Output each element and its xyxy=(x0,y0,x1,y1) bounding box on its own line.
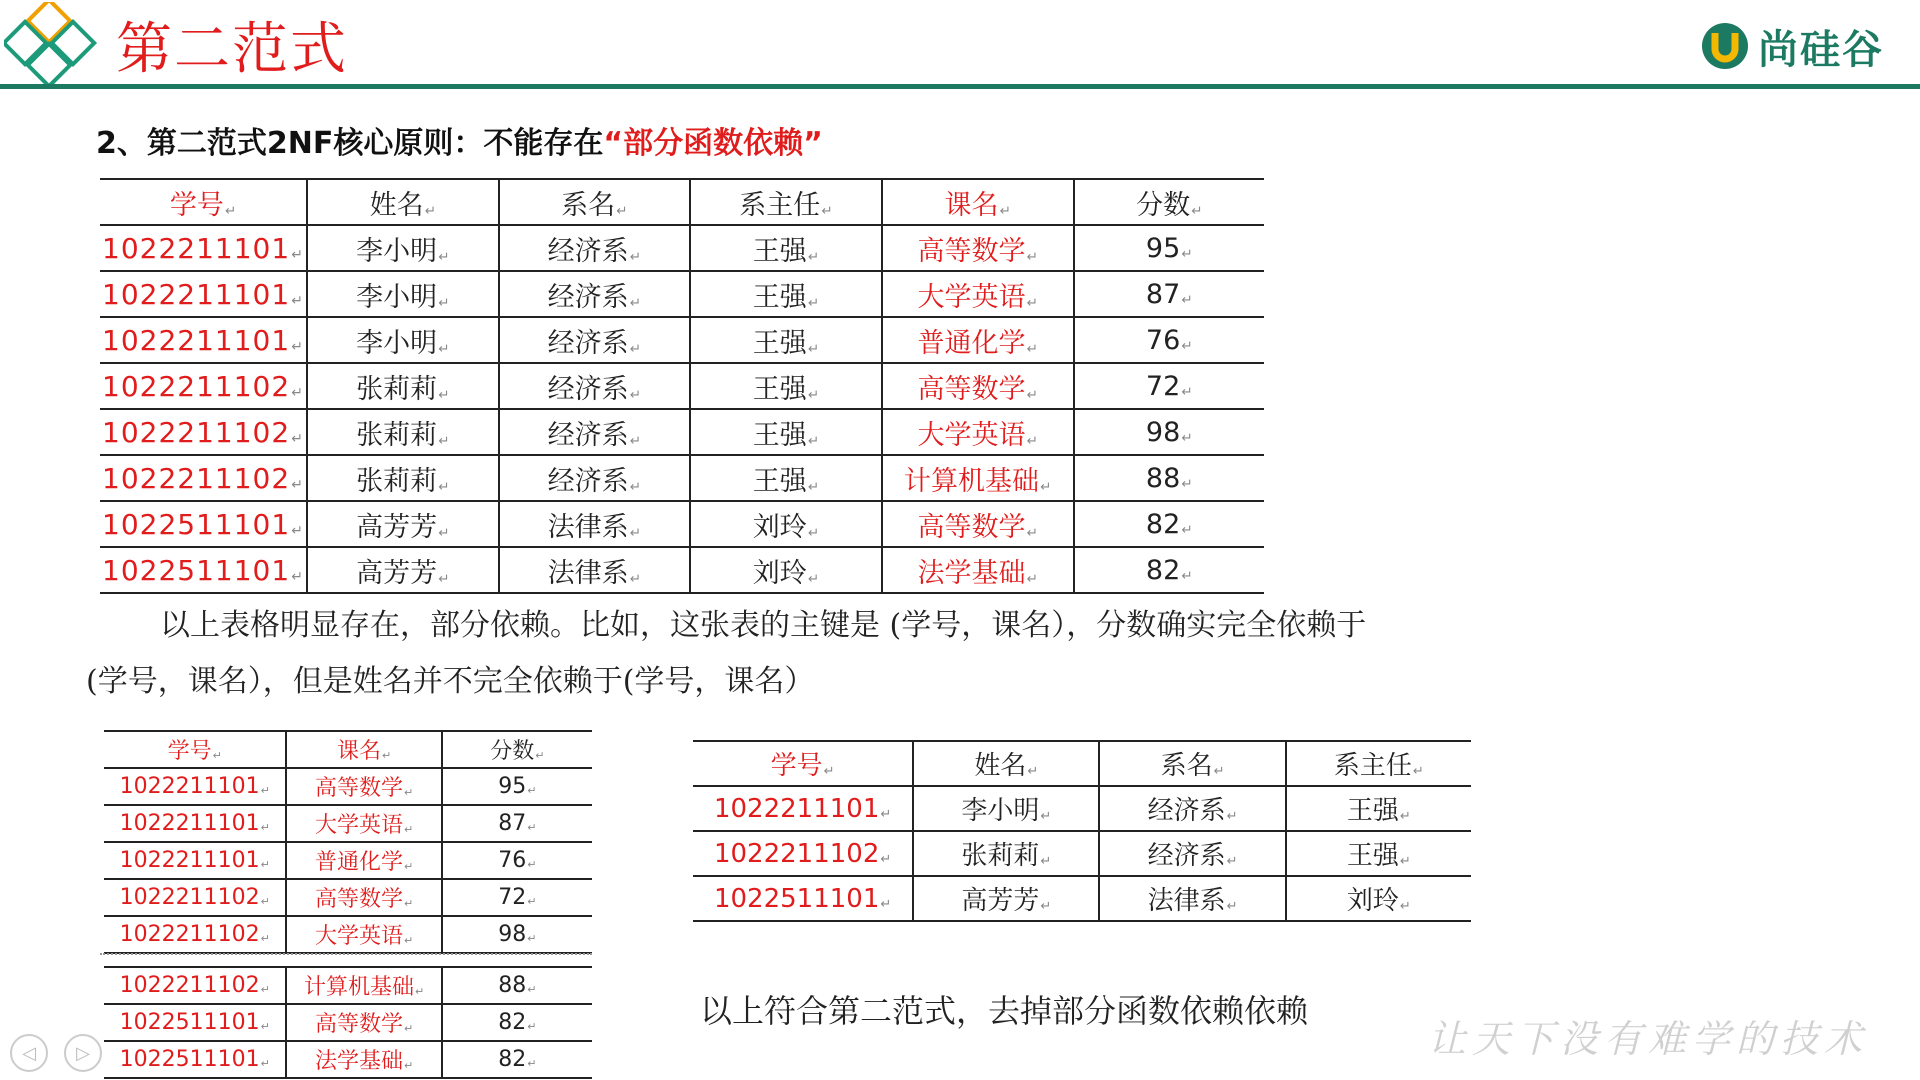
full-grade-table xyxy=(100,178,1264,594)
table-row xyxy=(100,547,1264,593)
table-cell: 1022211102 ↵ xyxy=(104,916,286,953)
logo-diamonds-icon xyxy=(4,2,104,88)
table-row xyxy=(100,363,1264,409)
table-cell: 1022211102 ↵ xyxy=(100,409,307,455)
column-header: 课名 ↵ xyxy=(882,179,1074,225)
table-cell: 高芳芳 ↵ xyxy=(307,547,499,593)
table-cell: 1022211102 ↵ xyxy=(100,363,307,409)
table-row xyxy=(100,455,1264,501)
table-row xyxy=(104,842,592,879)
table-row xyxy=(104,1004,592,1041)
table-row xyxy=(104,1041,592,1078)
brand-name: 尚硅谷 xyxy=(1758,26,1884,73)
table-cell: 王强 ↵ xyxy=(690,317,882,363)
column-header: 系名 ↵ xyxy=(1099,741,1285,786)
table-cell: 王强 ↵ xyxy=(690,409,882,455)
column-header: 系主任 ↵ xyxy=(690,179,882,225)
table-cell: 高等数学 ↵ xyxy=(882,225,1074,271)
table-cell: 经济系 ↵ xyxy=(499,455,691,501)
table-cell: 计算机基础 ↵ xyxy=(882,455,1074,501)
table-cell: 张莉莉 ↵ xyxy=(307,455,499,501)
table-cell: 经济系 ↵ xyxy=(499,225,691,271)
table-cell: 1022211101 ↵ xyxy=(104,805,286,842)
table-cell: 经济系 ↵ xyxy=(1099,831,1285,876)
table-cell: 1022211101 ↵ xyxy=(693,786,913,831)
table-cell: 高等数学 ↵ xyxy=(286,768,441,805)
table-cell: 刘玲 ↵ xyxy=(690,501,882,547)
table-cell: 82 ↵ xyxy=(442,1004,592,1041)
slide-title: 第二范式 xyxy=(116,17,348,82)
slogan-watermark: 让天下没有难学的技术 xyxy=(1427,1017,1868,1061)
table-row xyxy=(693,876,1471,921)
table-cell: 1022211102 ↵ xyxy=(104,879,286,916)
table-cell: 1022211101 ↵ xyxy=(100,225,307,271)
table-header-row xyxy=(693,741,1471,786)
table-cell: 95 ↵ xyxy=(442,768,592,805)
table-cell: 1022511101 ↵ xyxy=(100,501,307,547)
table-cell: 王强 ↵ xyxy=(1286,831,1471,876)
table-cell: 87 ↵ xyxy=(1074,271,1264,317)
column-header: 学号 ↵ xyxy=(104,731,286,768)
table-cell: 李小明 ↵ xyxy=(307,225,499,271)
table-row xyxy=(104,768,592,805)
table-cell: 计算机基础 ↵ xyxy=(286,967,441,1004)
column-header: 系主任 ↵ xyxy=(1286,741,1471,786)
table-cell: 经济系 ↵ xyxy=(1099,786,1285,831)
table-cell: 高芳芳 ↵ xyxy=(913,876,1099,921)
table-cell: 张莉莉 ↵ xyxy=(307,409,499,455)
table-cell: 李小明 ↵ xyxy=(307,317,499,363)
table-cell: 王强 ↵ xyxy=(690,225,882,271)
table-cell: 张莉莉 ↵ xyxy=(307,363,499,409)
table-cell: 98 ↵ xyxy=(442,916,592,953)
table-row xyxy=(100,225,1264,271)
table-row xyxy=(100,317,1264,363)
brand-logo xyxy=(1700,18,1884,74)
table-header-row xyxy=(104,731,592,768)
table-cell: 1022211101 ↵ xyxy=(104,842,286,879)
table-cell: 98 ↵ xyxy=(1074,409,1264,455)
table-cell: 88 ↵ xyxy=(1074,455,1264,501)
prev-slide-button[interactable] xyxy=(10,1034,48,1072)
table-cell: 1022211101 ↵ xyxy=(100,317,307,363)
table-cell: 高芳芳 ↵ xyxy=(307,501,499,547)
score-table-part-2 xyxy=(104,966,592,1079)
table-split-divider xyxy=(100,953,592,957)
table-header-row xyxy=(100,179,1264,225)
table-cell: 大学英语 ↵ xyxy=(286,805,441,842)
table-cell: 高等数学 ↵ xyxy=(286,1004,441,1041)
table-cell: 76 ↵ xyxy=(442,842,592,879)
table-cell: 87 ↵ xyxy=(442,805,592,842)
conclusion-text: 以上符合第二范式，去掉部分函数依赖依赖 xyxy=(700,992,1309,1030)
student-department-table xyxy=(693,740,1471,922)
table-row xyxy=(104,879,592,916)
table-cell: 82 ↵ xyxy=(1074,547,1264,593)
column-header: 课名 ↵ xyxy=(286,731,441,768)
table-cell: 大学英语 ↵ xyxy=(882,271,1074,317)
table-cell: 经济系 ↵ xyxy=(499,317,691,363)
table-row xyxy=(104,916,592,953)
table-cell: 1022211101 ↵ xyxy=(100,271,307,317)
table-cell: 经济系 ↵ xyxy=(499,363,691,409)
logo-u-icon xyxy=(1700,21,1750,71)
table-cell: 82 ↵ xyxy=(442,1041,592,1078)
heading-highlight: “部分函数依赖” xyxy=(603,126,823,161)
table-cell: 72 ↵ xyxy=(442,879,592,916)
table-cell: 1022511101 ↵ xyxy=(100,547,307,593)
table-cell: 高等数学 ↵ xyxy=(882,363,1074,409)
column-header: 学号 ↵ xyxy=(693,741,913,786)
table-cell: 82 ↵ xyxy=(1074,501,1264,547)
table-cell: 王强 ↵ xyxy=(690,455,882,501)
table-cell: 刘玲 ↵ xyxy=(1286,876,1471,921)
table-cell: 1022511101 ↵ xyxy=(693,876,913,921)
table-row xyxy=(693,831,1471,876)
table-cell: 法律系 ↵ xyxy=(1099,876,1285,921)
score-table-part-1 xyxy=(104,730,592,954)
column-header: 姓名 ↵ xyxy=(913,741,1099,786)
table-cell: 普通化学 ↵ xyxy=(286,842,441,879)
chevron-left-icon: ◁ xyxy=(22,1042,36,1064)
table-cell: 95 ↵ xyxy=(1074,225,1264,271)
column-header: 分数 ↵ xyxy=(442,731,592,768)
table-row xyxy=(100,409,1264,455)
chevron-right-icon: ▷ xyxy=(76,1042,90,1064)
table-cell: 1022211102 ↵ xyxy=(104,967,286,1004)
table-row xyxy=(100,501,1264,547)
table-cell: 1022211102 ↵ xyxy=(100,455,307,501)
table-cell: 王强 ↵ xyxy=(690,363,882,409)
table-row xyxy=(104,805,592,842)
table-cell: 李小明 ↵ xyxy=(913,786,1099,831)
column-header: 系名 ↵ xyxy=(499,179,691,225)
table-cell: 88 ↵ xyxy=(442,967,592,1004)
table-cell: 大学英语 ↵ xyxy=(286,916,441,953)
heading-text: 2、第二范式2NF核心原则：不能存在 xyxy=(96,126,604,161)
table-row xyxy=(693,786,1471,831)
table-cell: 大学英语 ↵ xyxy=(882,409,1074,455)
table-cell: 普通化学 ↵ xyxy=(882,317,1074,363)
table-cell: 76 ↵ xyxy=(1074,317,1264,363)
column-header: 分数 ↵ xyxy=(1074,179,1264,225)
column-header: 学号 ↵ xyxy=(100,179,307,225)
table-cell: 法律系 ↵ xyxy=(499,501,691,547)
table-cell: 高等数学 ↵ xyxy=(286,879,441,916)
table-row xyxy=(100,271,1264,317)
table-cell: 1022211102 ↵ xyxy=(693,831,913,876)
table-cell: 1022511101 ↵ xyxy=(104,1041,286,1078)
table-cell: 王强 ↵ xyxy=(690,271,882,317)
explanation-line-1: 以上表格明显存在，部分依赖。比如，这张表的主键是 (学号，课名），分数确实完全依赖于 xyxy=(160,608,1367,643)
table-cell: 李小明 ↵ xyxy=(307,271,499,317)
table-cell: 高等数学 ↵ xyxy=(882,501,1074,547)
table-cell: 1022511101 ↵ xyxy=(104,1004,286,1041)
header-divider xyxy=(0,84,1920,89)
section-heading xyxy=(96,118,823,162)
table-cell: 刘玲 ↵ xyxy=(690,547,882,593)
column-header: 姓名 ↵ xyxy=(307,179,499,225)
table-cell: 张莉莉 ↵ xyxy=(913,831,1099,876)
table-cell: 经济系 ↵ xyxy=(499,271,691,317)
table-cell: 法学基础 ↵ xyxy=(286,1041,441,1078)
explanation-line-2: (学号，课名），但是姓名并不完全依赖于(学号，课名） xyxy=(86,664,815,699)
table-cell: 72 ↵ xyxy=(1074,363,1264,409)
table-cell: 法律系 ↵ xyxy=(499,547,691,593)
next-slide-button[interactable] xyxy=(64,1034,102,1072)
table-cell: 法学基础 ↵ xyxy=(882,547,1074,593)
table-row xyxy=(104,967,592,1004)
table-cell: 1022211101 ↵ xyxy=(104,768,286,805)
table-cell: 经济系 ↵ xyxy=(499,409,691,455)
table-cell: 王强 ↵ xyxy=(1286,786,1471,831)
